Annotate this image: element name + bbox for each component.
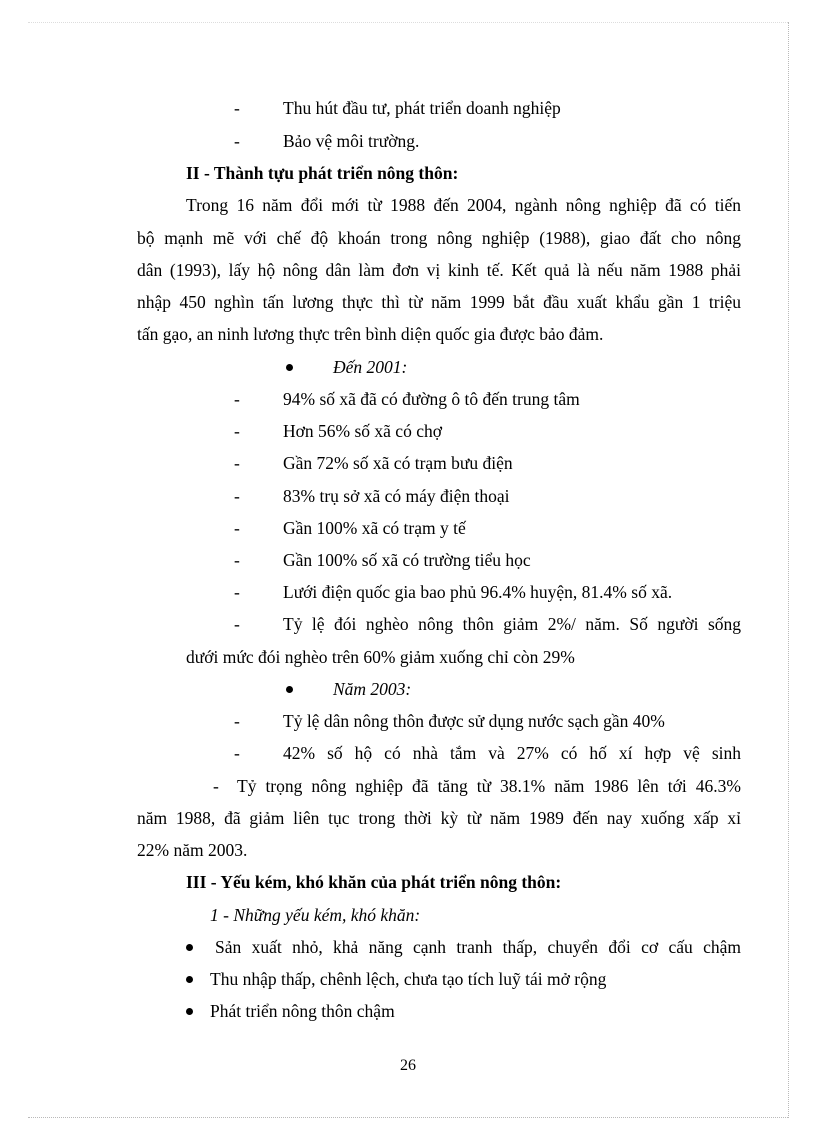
bullet-icon (186, 1008, 193, 1015)
list-dash: - (234, 550, 240, 570)
list-dash: - (234, 743, 240, 763)
list-dash: - (234, 711, 240, 731)
list-dash: - (234, 131, 240, 151)
agri-share-line: 22% năm 2003. (137, 840, 248, 860)
page-number: 26 (400, 1057, 416, 1074)
list-dash: - (234, 98, 240, 118)
paragraph-line: bộ mạnh mẽ với chế độ khoán trong nông nghiệp (1988), giao đất cho nông (137, 228, 741, 248)
list-item-investment: Thu hút đầu tư, phát triển doanh nghiệp (283, 98, 561, 118)
bullet-icon (186, 944, 193, 951)
paragraph-line: nhập 450 nghìn tấn lương thực thì từ năm 1999 bắt đầu xuất khẩu gần 1 triệu (137, 292, 741, 312)
list-item-poverty: Tỷ lệ đói nghèo nông thôn giảm 2%/ năm. Số người sống (283, 614, 741, 634)
bullet-item: Sản xuất nhỏ, khả năng cạnh tranh thấp, chuyển đổi cơ cấu chậm (215, 937, 741, 957)
bullet-icon (186, 976, 193, 983)
list-dash: - (234, 453, 240, 473)
list-item: 83% trụ sở xã có máy điện thoại (283, 486, 510, 506)
list-item: Hơn 56% số xã có chợ (283, 421, 442, 441)
list-item: Lưới điện quốc gia bao phủ 96.4% huyện, 81.4% số xã. (283, 582, 673, 602)
list-item: Gần 100% số xã có trường tiểu học (283, 550, 531, 570)
bullet-icon (286, 686, 293, 693)
list-item-poverty-cont: dưới mức đói nghèo trên 60% giảm xuống chỉ còn 29% (186, 647, 575, 667)
list-dash: - (234, 486, 240, 506)
list-dash: - (213, 776, 219, 796)
paragraph-line: tấn gạo, an ninh lương thực trên bình diện quốc gia được bảo đảm. (137, 324, 604, 344)
section-heading-achievements: II - Thành tựu phát triển nông thôn: (186, 163, 459, 183)
list-item: 42% số hộ có nhà tắm và 27% có hố xí hợp vệ sinh (283, 743, 741, 763)
list-dash: - (234, 389, 240, 409)
bullet-item: Phát triển nông thôn chậm (210, 1001, 395, 1021)
page-border-bottom (28, 1117, 788, 1118)
list-dash: - (234, 421, 240, 441)
list-item: Tỷ lệ dân nông thôn được sử dụng nước sạch gần 40% (283, 711, 665, 731)
bullet-item: Thu nhập thấp, chênh lệch, chưa tạo tích luỹ tái mở rộng (210, 969, 607, 989)
bullet-icon (286, 364, 293, 371)
subheading-2003: Năm 2003: (333, 679, 412, 699)
paragraph-line: dân (1993), lấy hộ nông dân làm đơn vị kinh tế. Kết quả là nếu năm 1988 phải (137, 260, 741, 280)
agri-share-line: năm 1988, đã giảm liên tục trong thời kỳ từ năm 1989 đến nay xuống xấp xỉ (137, 808, 741, 828)
list-item-environment: Bảo vệ môi trường. (283, 131, 420, 151)
list-item: Gần 100% xã có trạm y tế (283, 518, 466, 538)
list-dash: - (234, 614, 240, 634)
list-item: 94% số xã đã có đường ô tô đến trung tâm (283, 389, 580, 409)
section-heading-weaknesses: III - Yếu kém, khó khăn của phát triển nông thôn: (186, 872, 562, 892)
subheading-weaknesses: 1 - Những yếu kém, khó khăn: (210, 905, 421, 925)
agri-share-line: Tỷ trọng nông nghiệp đã tăng từ 38.1% năm 1986 lên tới 46.3% (237, 776, 741, 796)
list-item: Gần 72% số xã có trạm bưu điện (283, 453, 513, 473)
list-dash: - (234, 518, 240, 538)
paragraph-line: Trong 16 năm đổi mới từ 1988 đến 2004, ngành nông nghiệp đã có tiến (186, 195, 741, 215)
list-dash: - (234, 582, 240, 602)
subheading-2001: Đến 2001: (333, 357, 408, 377)
